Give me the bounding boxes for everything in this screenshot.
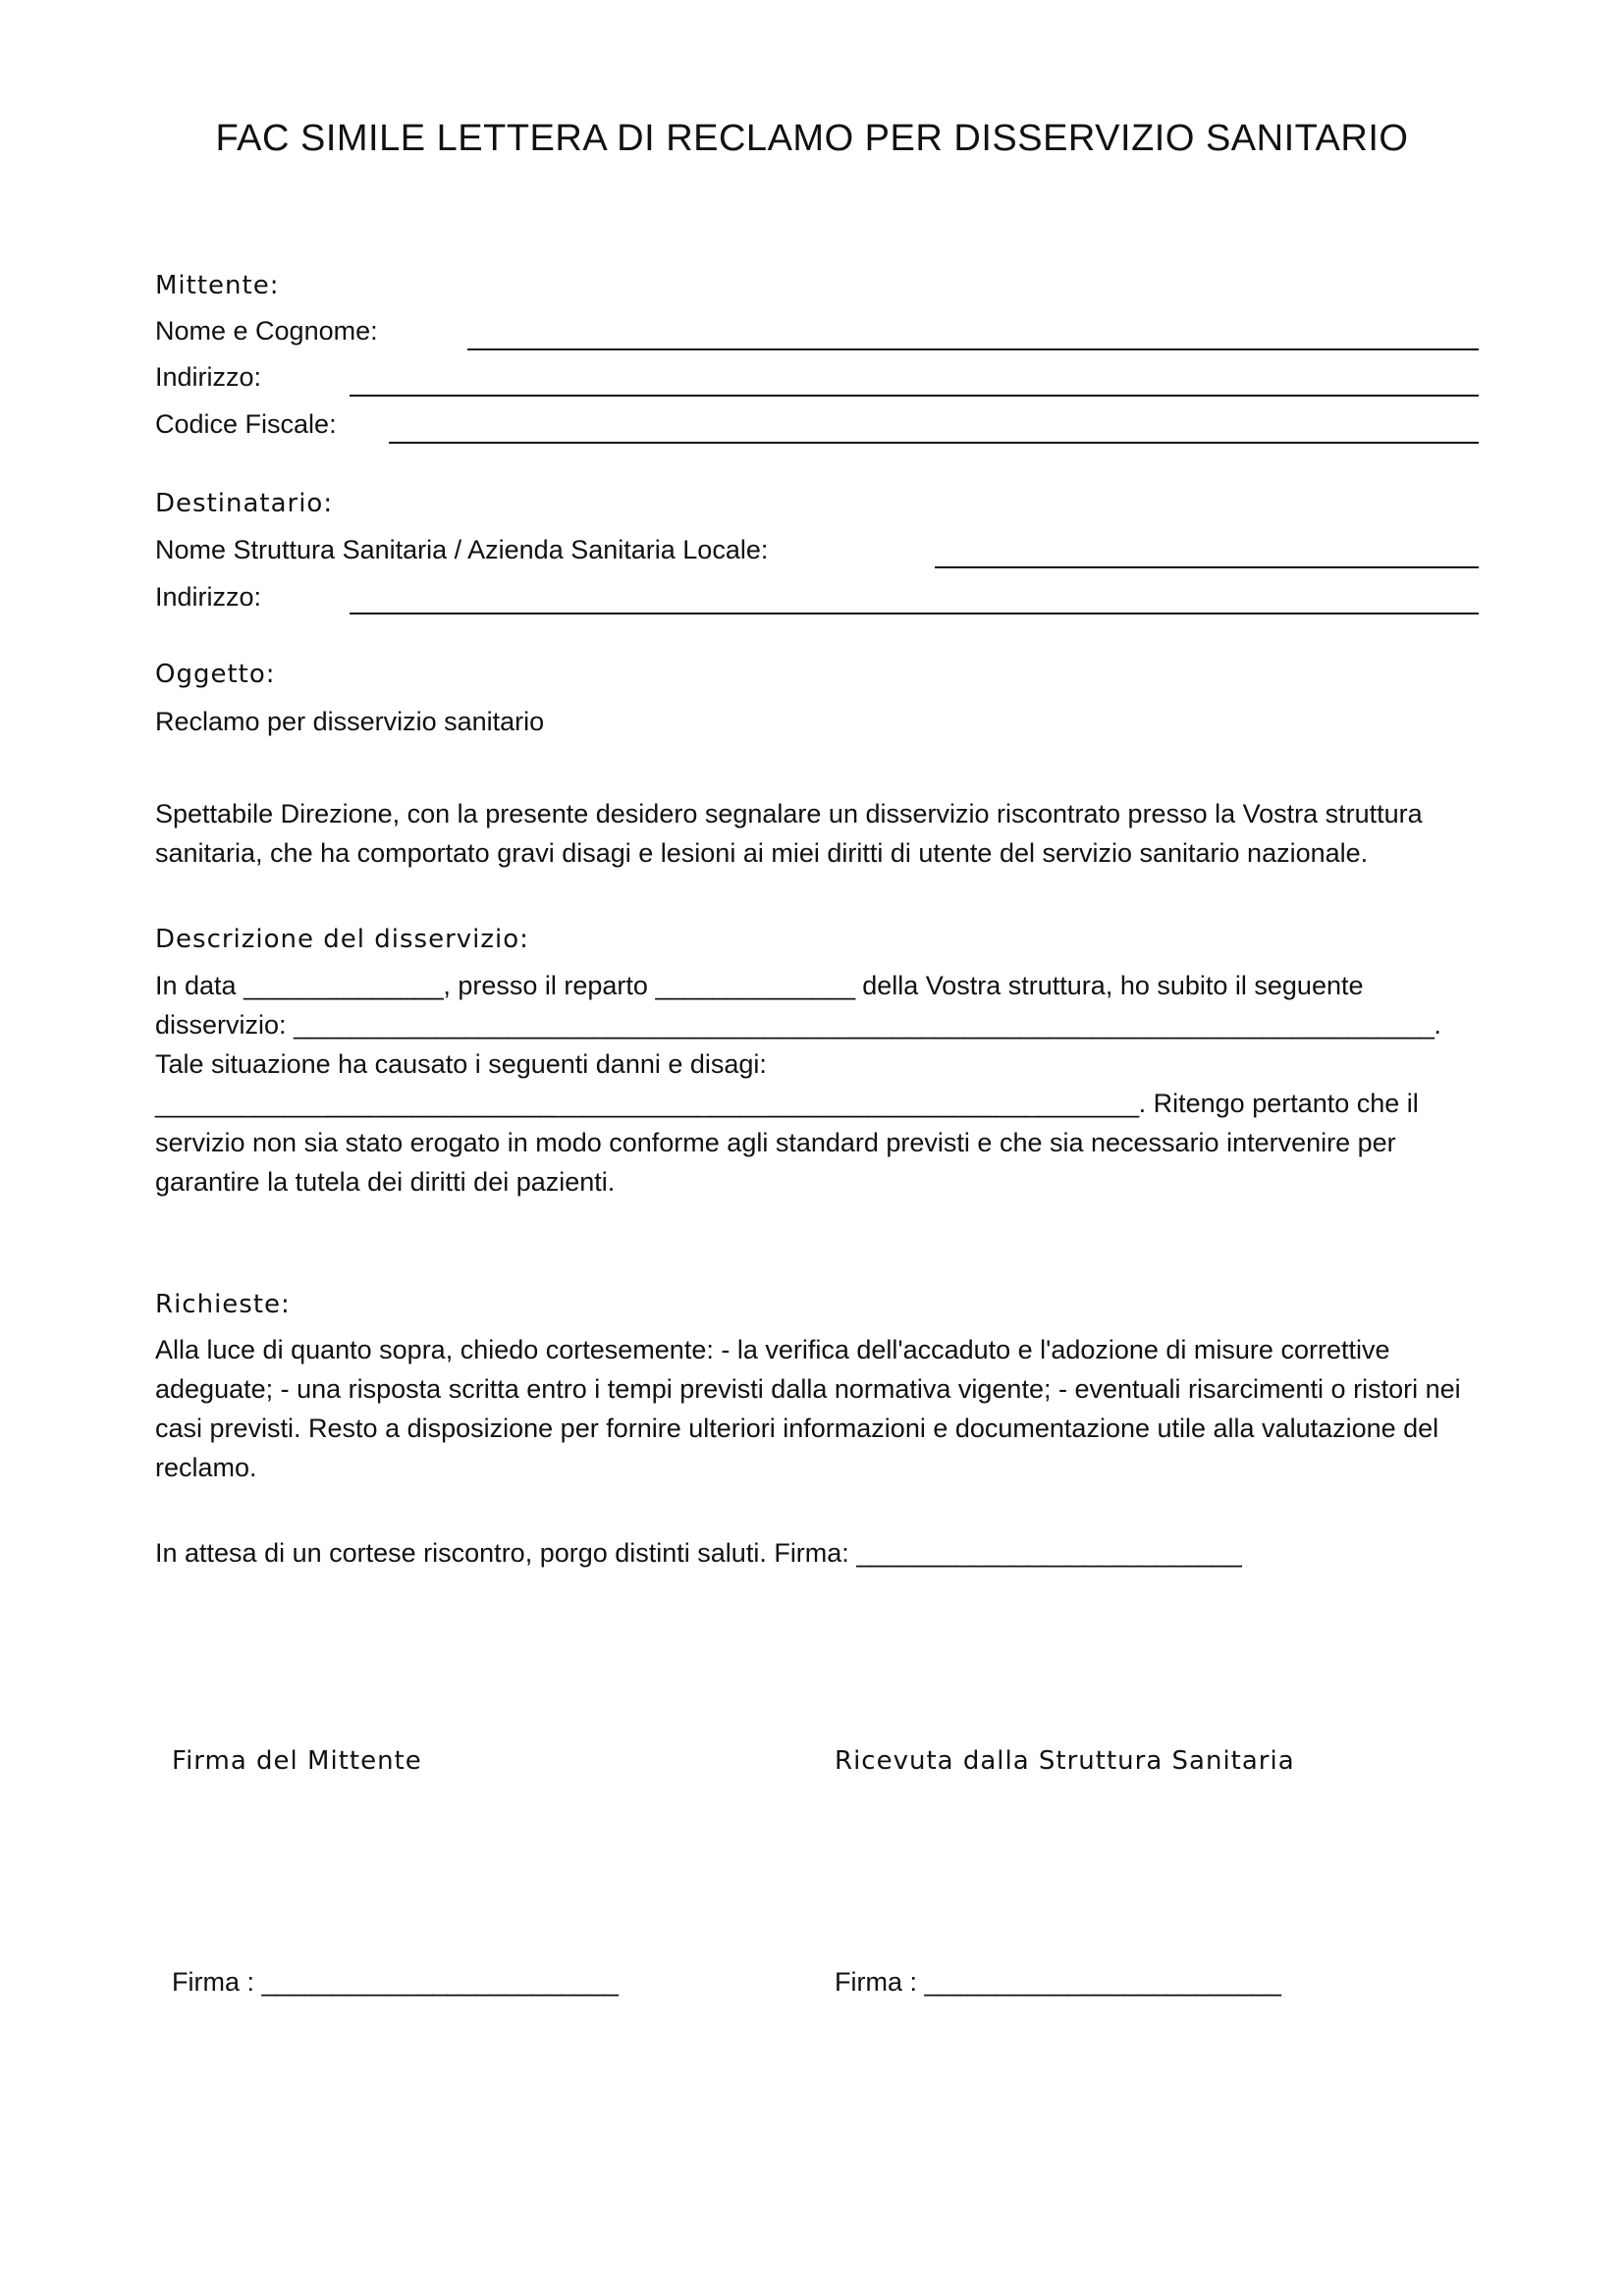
sender-name-label: Nome e Cognome: — [155, 316, 378, 346]
recipient-address-label: Indirizzo: — [155, 582, 262, 612]
closing-line — [155, 1538, 1241, 1569]
facility-sign-label: Firma : — [835, 1967, 917, 1997]
subject-text: Reclamo per disservizio sanitario — [155, 707, 545, 736]
ward-suffix: della Vostra struttura, ho subito il seguente disservizio: — [155, 971, 1364, 1040]
requests-paragraph: Alla luce di quanto sopra, chiedo cortesemente: - la verifica dell'accaduto e l'adozione di misure correttive adeguate; - una risposta scritta entro i tempi previsti dalla normativa vigente; - eventuali risarcimenti o ristori nei casi previsti. Resto a disposizione per fornire ulteriori informazioni e documentazione utile alla valutazione del reclamo. — [155, 1335, 1461, 1482]
sender-sign-label: Firma : — [172, 1967, 254, 1997]
damage-suffix: . Ritengo pertanto che il servizio non sia stato erogato in modo conforme agli standard previsti e che sia necessario intervenire per garantire la tutela dei diritti dei pazienti. — [155, 1089, 1419, 1197]
description-paragraph — [155, 966, 1476, 1201]
facility-signature-heading: Ricevuta dalla Struttura Sanitaria — [835, 1746, 1295, 1776]
sender-address-label: Indirizzo: — [155, 362, 262, 392]
sender-tax-code-field[interactable] — [389, 442, 1479, 444]
description-heading: Descrizione del disservizio: — [155, 925, 529, 954]
damage-blank-field[interactable]: _____________________________________________________________________ — [155, 1089, 1139, 1118]
page-title: FAC SIMILE LETTERA DI RECLAMO PER DISSERVIZIO SANITARIO — [215, 118, 1409, 159]
sender-name-field[interactable] — [467, 348, 1479, 350]
sender-heading: Mittente: — [155, 271, 280, 300]
sender-signature-field[interactable]: _________________________ — [261, 1967, 619, 1997]
sender-signature-line — [172, 1967, 618, 1998]
requests-heading: Richieste: — [155, 1290, 291, 1319]
recipient-heading: Destinatario: — [155, 489, 334, 518]
facility-signature-field[interactable]: _________________________ — [924, 1967, 1281, 1997]
service-blank-field[interactable]: ________________________________________________________________________________ — [294, 1010, 1435, 1040]
subject-heading: Oggetto: — [155, 660, 276, 689]
recipient-facility-field[interactable] — [935, 566, 1479, 568]
date-prefix: In data — [155, 971, 237, 1000]
sender-address-field[interactable] — [350, 395, 1479, 397]
sender-tax-code-label: Codice Fiscale: — [155, 409, 337, 439]
intro-paragraph: Spettabile Direzione, con la presente desidero segnalare un disservizio riscontrato presso la Vostra struttura sanitaria, che ha comportato gravi disagi e lesioni ai miei diritti di utente del servizio sanitario nazionale. — [155, 799, 1423, 868]
recipient-address-field[interactable] — [350, 613, 1479, 614]
facility-signature-line — [835, 1967, 1280, 1998]
closing-signature-field[interactable]: ___________________________ — [856, 1538, 1242, 1568]
ward-prefix: , presso il reparto — [443, 971, 648, 1000]
recipient-facility-label: Nome Struttura Sanitaria / Azienda Sanitaria Locale: — [155, 535, 769, 564]
closing-text: In attesa di un cortese riscontro, porgo distinti saluti. Firma: — [155, 1538, 849, 1568]
date-blank-field[interactable]: ______________ — [244, 971, 444, 1000]
service-suffix: . Tale situazione ha causato i seguenti danni e disagi: — [155, 1010, 1441, 1079]
ward-blank-field[interactable]: ______________ — [655, 971, 855, 1000]
sender-signature-heading: Firma del Mittente — [172, 1746, 422, 1776]
